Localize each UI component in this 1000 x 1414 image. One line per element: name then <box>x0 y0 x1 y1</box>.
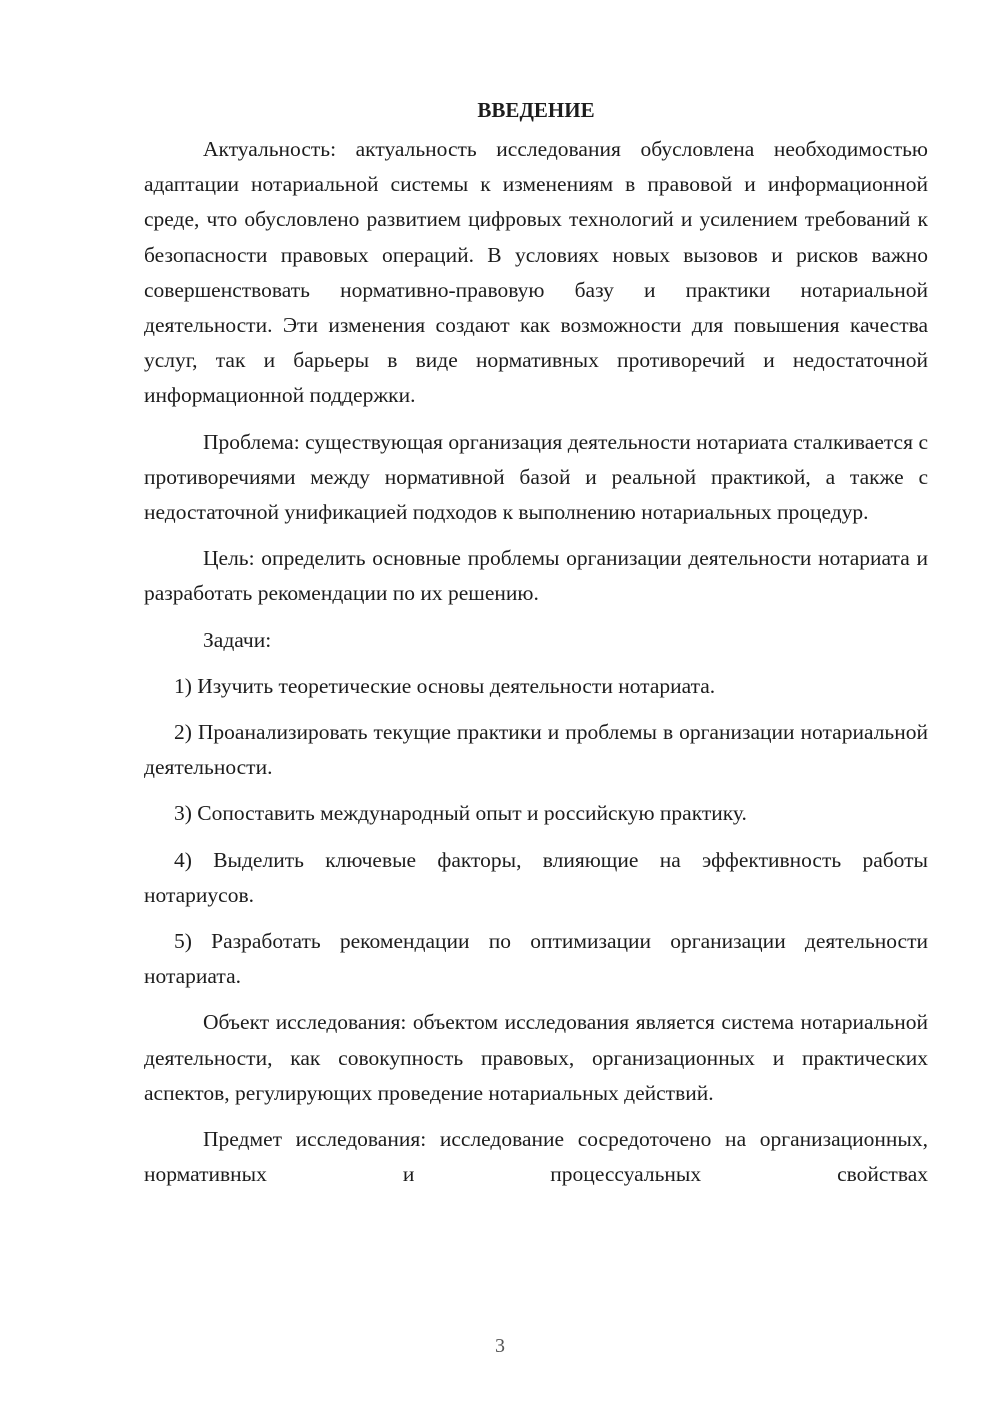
paragraph-relevance: Актуальность: актуальность исследования обусловлена необходимостью адаптации нотариальной системы к изменениям в правовой и информационной среде, что обусловлено развитием цифровых технологий и усилением требований к безопасности правовых операций. В условиях новых вызовов и рисков важно совершенствовать нормативно-правовую базу и практики нотариальной деятельности. Эти изменения создают как возможности для повышения качества услуг, так и барьеры в виде нормативных противоречий и недостаточной информационной поддержки. <box>144 137 928 408</box>
task-item-2: 2) Проанализировать текущие практики и проблемы в организации нотариальной деятельности. <box>144 720 928 780</box>
paragraph-subject: Предмет исследования: исследование сосредоточено на организационных, нормативных и процессуальных свойствах <box>144 1127 928 1187</box>
task-item-3: 3) Сопоставить международный опыт и российскую практику. <box>174 801 747 826</box>
section-heading: ВВЕДЕНИЕ <box>477 98 595 122</box>
task-item-4: 4) Выделить ключевые факторы, влияющие на эффективность работы нотариусов. <box>144 847 928 907</box>
paragraph-tasks-label: Задачи: <box>203 627 272 652</box>
paragraph-object: Объект исследования: объектом исследования является система нотариальной деятельности, как совокупность правовых, организационных и практических аспектов, регулирующих проведение нотариальных действий. <box>144 1010 928 1105</box>
document-page <box>144 96 928 1203</box>
task-item-1: 1) Изучить теоретические основы деятельности нотариата. <box>174 673 716 698</box>
page-number: 3 <box>495 1335 505 1357</box>
paragraph-goal: Цель: определить основные проблемы организации деятельности нотариата и разработать рекомендации по их решению. <box>144 546 928 606</box>
paragraph-problem: Проблема: существующая организация деятельности нотариата сталкивается с противоречиями между нормативной базой и реальной практикой, а также с недостаточной унификацией подходов к выполнению нотариальных процедур. <box>144 429 928 525</box>
task-item-5: 5) Разработать рекомендации по оптимизации организации деятельности нотариата. <box>144 929 928 989</box>
